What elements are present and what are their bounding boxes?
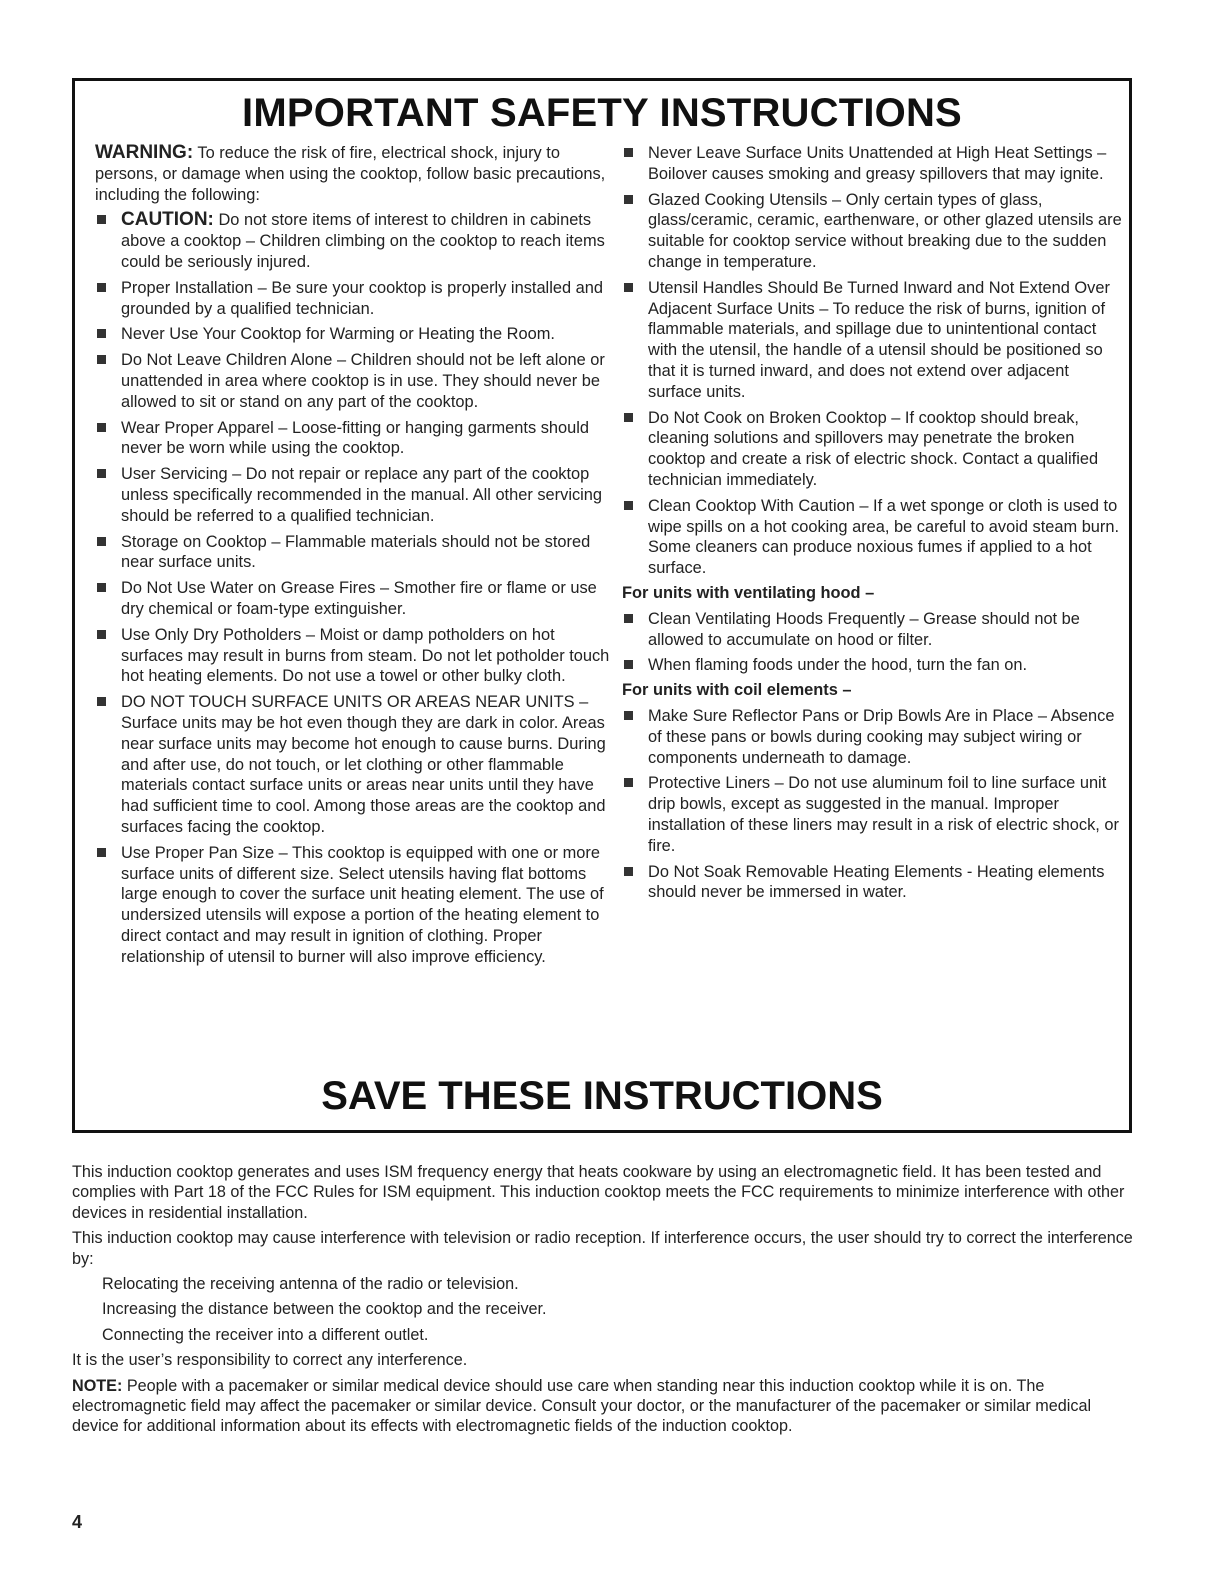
left-list: [95, 210, 615, 967]
list-item-text: Wear Proper Apparel – Loose-fitting or hanging garments should never be worn while using the cooktop.: [121, 418, 590, 458]
list-item-text: Use Proper Pan Size – This cooktop is equipped with one or more surface units of different size. Select utensils having flat bottoms large enough to cover the surface unit heating element. The use of undersized utensils will expose a portion of the heating element to direct contact and may result in ignition of clothing. Proper relationship of utensil to burner will also improve efficiency.: [121, 843, 604, 966]
list-item: [622, 278, 1122, 403]
list-item-text: Proper Installation – Be sure your cooktop is properly installed and grounded by a qualified technician.: [121, 278, 603, 318]
list-item: [622, 862, 1122, 904]
bullet-icon: [97, 423, 106, 432]
caution-label: CAUTION:: [121, 209, 214, 231]
fix-item: Connecting the receiver into a different outlet.: [102, 1325, 429, 1344]
list-item: [95, 210, 615, 272]
warning-label: WARNING:: [95, 142, 194, 163]
bullet-icon: [97, 283, 106, 292]
warning-text: To reduce the risk of fire, electrical shock, injury to persons, or damage when using the cooktop, follow basic precautions, including the following:: [95, 144, 606, 204]
bullet-icon: [97, 355, 106, 364]
list-item-text: Make Sure Reflector Pans or Drip Bowls Are in Place – Absence of these pans or bowls during cooking may subject wiring or components underneath to damage.: [648, 706, 1115, 767]
bullet-icon: [97, 215, 106, 224]
bullet-icon: [97, 537, 106, 546]
note-paragraph: [72, 1376, 1142, 1437]
list-item: [95, 532, 615, 574]
bullet-icon: [624, 867, 633, 876]
list-item: [95, 578, 615, 620]
list-item-text: Never Use Your Cooktop for Warming or Heating the Room.: [121, 325, 555, 344]
fix-item: Relocating the receiving antenna of the radio or television.: [102, 1275, 519, 1294]
list-item-text: Clean Cooktop With Caution – If a wet sponge or cloth is used to wipe spills on a hot cooking area, be careful to avoid steam burn. Some cleaners can produce noxious fumes if applied to a hot surface.: [648, 496, 1120, 578]
note-text: People with a pacemaker or similar medical device should use care when standing near this induction cooktop while it is on. The electromagnetic field may affect the pacemaker or similar device. Consult your doctor, or the manufacturer of the pacemaker or similar medical device for additional information about its effects with electromagnetic fields of the induction cooktop.: [72, 1376, 1092, 1436]
list-item: [95, 324, 615, 345]
list-item-text: Glazed Cooking Utensils – Only certain types of glass, glass/ceramic, ceramic, earthenware, or other glazed utensils are suitable for cooktop service without breaking due to the sudden change in temperature.: [648, 190, 1122, 271]
bullet-icon: [97, 329, 106, 338]
coil-list: [622, 706, 1122, 903]
note-label: NOTE:: [72, 1376, 123, 1395]
list-item: [622, 143, 1122, 185]
list-item: [622, 773, 1122, 856]
list-item: [622, 706, 1122, 768]
list-item-text: Utensil Handles Should Be Turned Inward and Not Extend Over Adjacent Surface Units – To reduce the risk of burns, ignition of flammable materials, and spillage due to unintentional contact with the utensil, the handle of a utensil should be positioned so that it is turned inward, and does not extend over adjacent surface units.: [648, 278, 1110, 401]
list-item: [622, 496, 1122, 579]
list-item: [622, 190, 1122, 273]
list-item: [95, 692, 615, 838]
list-item-text: Never Leave Surface Units Unattended at High Heat Settings – Boilover causes smoking and greasy spillovers that may ignite.: [648, 144, 1107, 183]
list-item-text: Use Only Dry Potholders – Moist or damp potholders on hot surfaces may result in burns from steam. Do not let potholder touch hot heating elements. Do not use a towel or other bulky cloth.: [121, 625, 610, 686]
bullet-icon: [624, 195, 633, 204]
list-item-text: Storage on Cooktop – Flammable materials should not be stored near surface units.: [121, 532, 591, 572]
hood-list: [622, 609, 1122, 676]
list-item-text: Clean Ventilating Hoods Frequently – Grease should not be allowed to accumulate on hood or filter.: [648, 609, 1080, 649]
bullet-icon: [97, 583, 106, 592]
bullet-icon: [624, 148, 633, 157]
bullet-icon: [97, 697, 106, 706]
safety-instructions-box: [72, 78, 1132, 1133]
list-item-text: User Servicing – Do not repair or replace any part of the cooktop unless specifically recommended in the manual. All other servicing should be referred to a qualified technician.: [121, 465, 603, 525]
list-item-text: When flaming foods under the hood, turn the fan on.: [648, 656, 1028, 675]
bullet-icon: [97, 469, 106, 478]
list-item: [95, 625, 615, 687]
fcc-notice: [72, 1162, 1142, 1442]
list-item-text: DO NOT TOUCH SURFACE UNITS OR AREAS NEAR UNITS – Surface units may be hot even though they are dark in color. Areas near surface units may become hot enough to cause burns. During and after use, do not touch, or let clothing or other flammable materials contact surface units or areas near units until they have had sufficient time to cool. Among those areas are the cooktop and surfaces facing the cooktop.: [121, 693, 606, 836]
bullet-icon: [624, 711, 633, 720]
safety-title: IMPORTANT SAFETY INSTRUCTIONS: [242, 91, 962, 135]
warning-paragraph: [95, 143, 615, 205]
coil-heading: For units with coil elements –: [622, 681, 852, 700]
hood-heading: For units with ventilating hood –: [622, 583, 875, 602]
list-item: [622, 408, 1122, 491]
bullet-icon: [624, 660, 633, 669]
list-item: [95, 464, 615, 526]
right-list: [622, 143, 1122, 579]
bullet-icon: [624, 413, 633, 422]
right-column: [622, 143, 1122, 903]
list-item: [95, 418, 615, 460]
fix-item: Increasing the distance between the cooktop and the receiver.: [102, 1300, 547, 1319]
bullet-icon: [624, 501, 633, 510]
bullet-icon: [624, 778, 633, 787]
list-item-text: Do Not Soak Removable Heating Elements - Heating elements should never be immersed in water.: [648, 862, 1105, 902]
list-item-text: Protective Liners – Do not use aluminum foil to line surface unit drip bowls, except as suggested in the manual. Improper installation of these liners may result in a risk of electric shock, or fire.: [648, 774, 1119, 855]
bullet-icon: [624, 614, 633, 623]
list-item: [95, 278, 615, 320]
interference-paragraph: This induction cooktop may cause interference with television or radio reception. If interference occurs, the user should try to correct the interference by:: [72, 1229, 1133, 1268]
left-column: [95, 143, 615, 967]
responsibility-paragraph: It is the user’s responsibility to correct any interference.: [72, 1351, 468, 1370]
fcc-paragraph: This induction cooktop generates and uses ISM frequency energy that heats cookware by using an electromagnetic field. It has been tested and complies with Part 18 of the FCC Rules for ISM equipment. This induction cooktop meets the FCC requirements to minimize interference with other devices in residential installation.: [72, 1163, 1125, 1222]
list-item-text: Do Not Use Water on Grease Fires – Smother fire or flame or use dry chemical or foam-type extinguisher.: [121, 579, 597, 618]
list-item: [95, 350, 615, 412]
bullet-icon: [624, 283, 633, 292]
list-item-text: Do Not Cook on Broken Cooktop – If cooktop should break, cleaning solutions and spillovers may penetrate the broken cooktop and create a risk of electric shock. Contact a qualified technician immediately.: [648, 408, 1099, 489]
list-item: [622, 655, 1122, 676]
list-item: [622, 609, 1122, 651]
caution-text: Do not store items of interest to children in cabinets above a cooktop – Children climbing on the cooktop to reach items could be seriously injured.: [121, 211, 605, 271]
bullet-icon: [97, 630, 106, 639]
bullet-icon: [97, 848, 106, 857]
page-number: 4: [72, 1512, 83, 1532]
list-item-text: Do Not Leave Children Alone – Children should not be left alone or unattended in area where cooktop is in use. They should never be allowed to sit or stand on any part of the cooktop.: [121, 351, 605, 411]
list-item: [95, 843, 615, 968]
save-instructions-heading: SAVE THESE INSTRUCTIONS: [321, 1074, 883, 1118]
